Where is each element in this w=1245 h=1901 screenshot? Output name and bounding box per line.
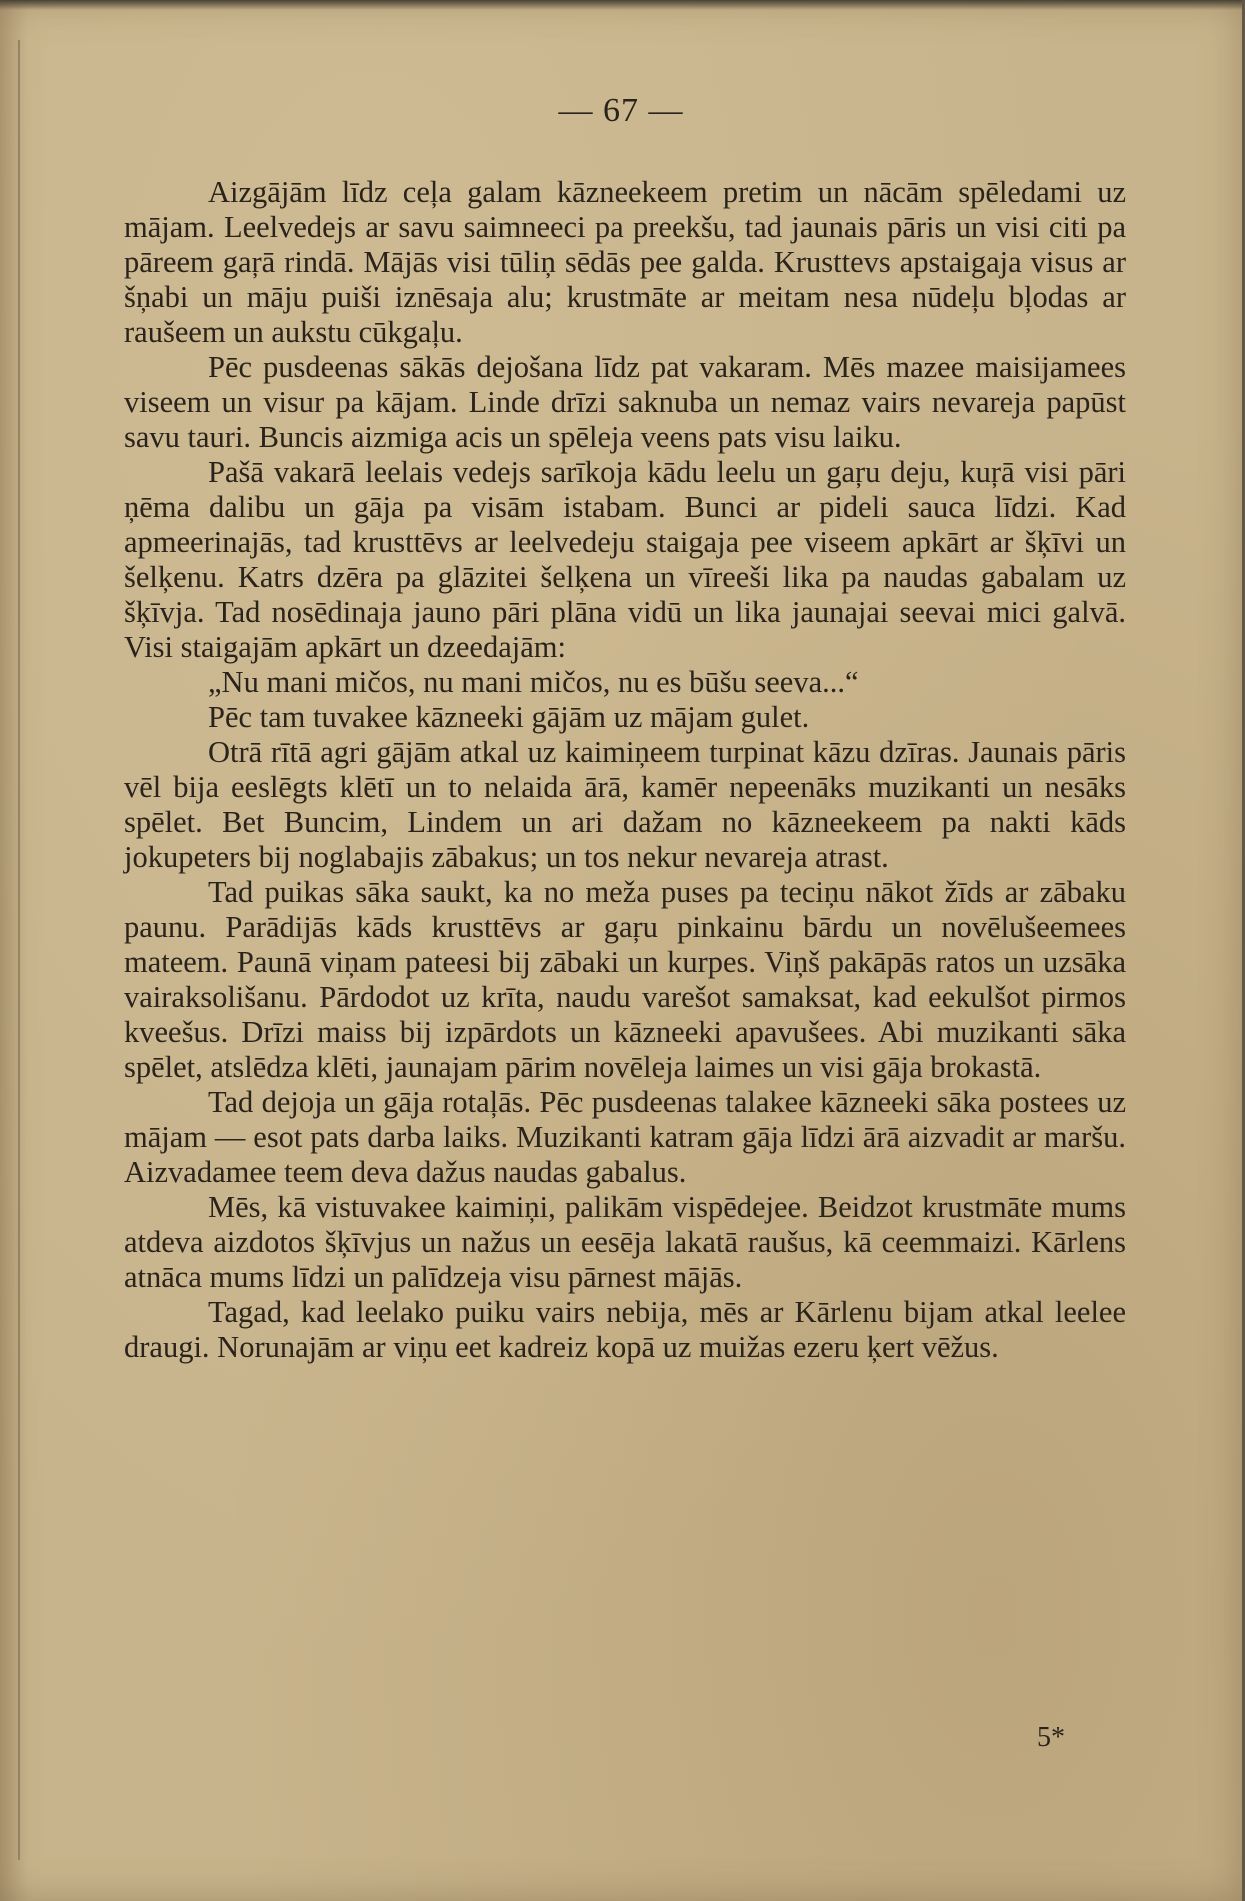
signature-mark: 5*	[1037, 1722, 1065, 1753]
paragraph: Mēs, kā vistuvakee kaimiņi, palikām vispēdejee. Beidzot krustmāte mums atdeva aizdotos šķīvjus un nažus un eesēja lakatā raušus, kā ceemmaizi. Kārlens atnāca mums līdzi un palīdzeja visu pārnest mājās.	[124, 1190, 1126, 1294]
body-text	[124, 175, 1126, 1365]
paragraph: Otrā rītā agri gājām atkal uz kaimiņeem turpinat kāzu dzīras. Jaunais pāris vēl bija eeslēgts klētī un to nelaida ārā, kamēr nepeenāks muzikanti un nesāks spēlet. Bet Buncim, Lindem un ari dažam no kāzneekeem pa nakti kāds jokupeters bij noglabajis zābakus; un tos nekur nevareja atrast.	[124, 735, 1126, 874]
paragraph: Tad dejoja un gāja rotaļās. Pēc pusdeenas talakee kāzneeki sāka postees uz mājam — esot pats darba laiks. Muzikanti katram gāja līdzi ārā aizvadit ar maršu. Aizvadamee teem deva dažus naudas gabalus.	[124, 1085, 1126, 1189]
paragraph: Tad puikas sāka saukt, ka no meža puses pa teciņu nākot žīds ar zābaku paunu. Parādijās kāds krusttēvs ar gaŗu pinkainu bārdu un novēlušeemees mateem. Paunā viņam pateesi bij zābaki un kurpes. Viņš pakāpās ratos un uzsāka vairaksolišanu. Pārdodot uz krīta, naudu varešot samaksat, kad eekulšot pirmos kveešus. Drīzi maiss bij izpārdots un kāzneeki apavušees. Abi muzikanti sāka spēlet, atslēdza klēti, jaunajam pārim novēleja laimes un visi gāja brokastā.	[124, 875, 1126, 1084]
song-line: „Nu mani mičos, nu mani mičos, nu es būšu seeva...“	[208, 665, 859, 699]
binding-edge	[18, 40, 20, 1860]
paragraph: Pēc tam tuvakee kāzneeki gājām uz mājam gulet.	[208, 700, 810, 734]
paragraph: Pēc pusdeenas sākās dejošana līdz pat vakaram. Mēs mazee maisijamees viseem un visur pa kājam. Linde drīzi saknuba un nemaz vairs nevareja papūst savu tauri. Buncis aizmiga acis un spēleja veens pats visu laiku.	[124, 350, 1126, 454]
page-number: — 67 —	[558, 92, 684, 129]
paragraph: Pašā vakarā leelais vedejs sarīkoja kādu leelu un gaŗu deju, kuŗā visi pāri ņēma dalibu un gāja pa visām istabam. Bunci ar pideli sauca līdzi. Kad apmeerinajās, tad krusttēvs ar leelvedeju staigaja pee viseem apkārt ar šķīvi un šelķenu. Katrs dzēra pa glāzitei šelķena un vīreeši lika pa naudas gabalam uz šķīvja. Tad nosēdinaja jauno pāri plāna vidū un lika jaunajai seevai mici galvā. Visi staigajām apkārt un dzeedajām:	[124, 455, 1126, 664]
page-top-edge	[0, 0, 1242, 10]
paragraph: Aizgājām līdz ceļa galam kāzneekeem pretim un nācām spēledami uz mājam. Leelvedejs ar savu saimneeci pa preekšu, tad jaunais pāris un visi citi pa pāreem gaŗā rindā. Mājās visi tūliņ sēdās pee galda. Krusttevs apstaigaja visus ar šņabi un māju puiši iznēsaja alu; krustmāte ar meitam nesa nūdeļu bļodas ar raušeem un aukstu cūkgaļu.	[124, 175, 1126, 349]
paragraph: Tagad, kad leelako puiku vairs nebija, mēs ar Kārlenu bijam atkal leelee draugi. Norunajām ar viņu eet kadreiz kopā uz muižas ezeru ķert vēžus.	[124, 1295, 1126, 1364]
